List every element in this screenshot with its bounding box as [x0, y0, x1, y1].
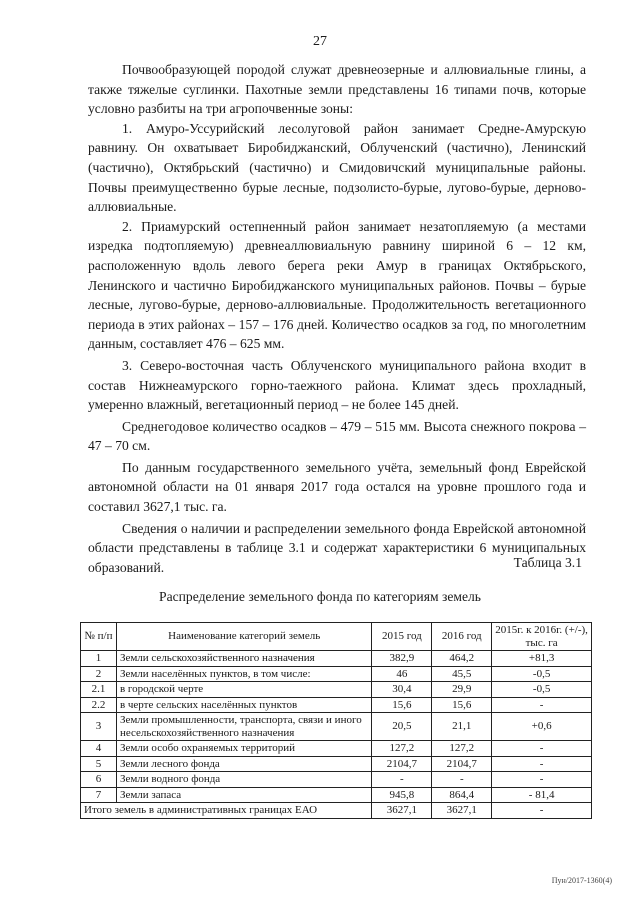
- row-category: Земли особо охраняемых территорий: [116, 741, 371, 757]
- row-2015-value: 46: [372, 666, 432, 682]
- table-row: [81, 713, 592, 741]
- total-label: Итого земель в административных границах ЕАО: [81, 803, 372, 819]
- table-row: [81, 697, 592, 713]
- total-2015-value: 3627,1: [372, 803, 432, 819]
- table-total-row: [81, 803, 592, 819]
- row-2016-value: 15,6: [432, 697, 492, 713]
- row-2015-value: 382,9: [372, 651, 432, 667]
- row-2015-value: 30,4: [372, 682, 432, 698]
- row-2016-value: 21,1: [432, 713, 492, 741]
- page-number: 27: [313, 34, 327, 49]
- row-difference: -0,5: [492, 682, 592, 698]
- table-row: [81, 741, 592, 757]
- table-caption: Таблица 3.1: [513, 555, 582, 570]
- header-2016: 2016 год: [432, 623, 492, 651]
- row-difference: - 81,4: [492, 787, 592, 803]
- row-2015-value: 20,5: [372, 713, 432, 741]
- table-row: [81, 756, 592, 772]
- row-difference: +81,3: [492, 651, 592, 667]
- row-number: 3: [81, 713, 117, 741]
- row-category: Земли запаса: [116, 787, 371, 803]
- table-row: [81, 787, 592, 803]
- row-2016-value: 2104,7: [432, 756, 492, 772]
- table-header-row: [81, 623, 592, 651]
- row-number: 5: [81, 756, 117, 772]
- row-2016-value: 864,4: [432, 787, 492, 803]
- table-title: Распределение земельного фонда по категориям земель: [159, 589, 481, 604]
- row-number: 1: [81, 651, 117, 667]
- row-2015-value: 945,8: [372, 787, 432, 803]
- row-difference: -: [492, 697, 592, 713]
- row-number: 6: [81, 772, 117, 788]
- land-fund-table: [80, 622, 592, 819]
- body-text: [88, 60, 586, 577]
- row-category: Земли промышленности, транспорта, связи и иного несельскохозяйственного назначения: [116, 713, 371, 741]
- row-difference: -0,5: [492, 666, 592, 682]
- row-2016-value: 45,5: [432, 666, 492, 682]
- row-2015-value: 127,2: [372, 741, 432, 757]
- header-difference: 2015г. к 2016г. (+/-), тыс. га: [492, 623, 592, 651]
- table-row: [81, 666, 592, 682]
- row-2016-value: 127,2: [432, 741, 492, 757]
- total-difference: -: [492, 803, 592, 819]
- row-category: в городской черте: [116, 682, 371, 698]
- header-2015: 2015 год: [372, 623, 432, 651]
- row-category: Земли лесного фонда: [116, 756, 371, 772]
- paragraph-zone-1: 1. Амуро-Уссурийский лесолуговой район занимает Средне-Амурскую равнину. Он охватывает Биробиджанский, Облученский (частично), Ленинский (частично), Октябрьский (частично) и Смидовичский муниципальные районы. Почвы преимущественно бурые лесные, подзолисто-бурые, лугово-бурые, дерново-аллювиальные.: [88, 120, 586, 215]
- row-category: Земли населённых пунктов, в том числе:: [116, 666, 371, 682]
- row-2015-value: 2104,7: [372, 756, 432, 772]
- row-2016-value: 29,9: [432, 682, 492, 698]
- paragraph-precipitation: Среднегодовое количество осадков – 479 – 515 мм. Высота снежного покрова – 47 – 70 см.: [88, 418, 586, 454]
- table-row: [81, 651, 592, 667]
- footer-document-code: Пун/2017-1360(4): [551, 876, 612, 885]
- row-difference: +0,6: [492, 713, 592, 741]
- paragraph-soil-forming: Почвообразующей породой служат древнеозерные и аллювиальные глины, а также тяжелые суглинки. Пахотные земли представлены 16 типами почв, которые условно разбиты на три агропочвенные зоны:: [88, 62, 586, 117]
- row-category: Земли сельскохозяйственного назначения: [116, 651, 371, 667]
- header-number: № п/п: [81, 623, 117, 651]
- row-number: 2.2: [81, 697, 117, 713]
- paragraph-zone-3: 3. Северо-восточная часть Облученского муниципального района входит в состав Нижнеамурского горно-таежного района. Климат здесь прохладный, умеренно влажный, вегетационный период – не более 145 дней.: [88, 357, 586, 413]
- row-category: в черте сельских населённых пунктов: [116, 697, 371, 713]
- table-row: [81, 772, 592, 788]
- row-number: 4: [81, 741, 117, 757]
- paragraph-land-fund: По данным государственного земельного учёта, земельный фонд Еврейской автономной области на 01 января 2017 года остался на уровне прошлого года и составил 3627,1 тыс. га.: [88, 459, 586, 515]
- row-difference: -: [492, 772, 592, 788]
- header-category: Наименование категорий земель: [116, 623, 371, 651]
- row-number: 2: [81, 666, 117, 682]
- row-difference: -: [492, 756, 592, 772]
- paragraph-zone-2: 2. Приамурский остепненный район занимает незатопляемую (а местами изредка подтопляемую) древнеаллювиальную равнину шириной 6 – 12 км, расположенную вдоль левого берега реки Амур в границах Октябрьского, Ленинского и частично Биробиджанского муниципальных районов. Почвы – бурые лесные, лугово-бурые, дерново-аллювиальные. Продолжительность вегетационного периода в этих районах – 157 – 176 дней. Количество осадков за год, по многолетним данным, составляет 476 – 625 мм.: [88, 218, 586, 352]
- row-2016-value: -: [432, 772, 492, 788]
- row-number: 2.1: [81, 682, 117, 698]
- paragraph-table-reference: Сведения о наличии и распределении земельного фонда Еврейской автономной области представлены в таблице 3.1 и содержат характеристики 6 муниципальных образований.: [88, 520, 586, 575]
- row-category: Земли водного фонда: [116, 772, 371, 788]
- row-2015-value: 15,6: [372, 697, 432, 713]
- row-2015-value: -: [372, 772, 432, 788]
- row-2016-value: 464,2: [432, 651, 492, 667]
- table-row: [81, 682, 592, 698]
- total-2016-value: 3627,1: [432, 803, 492, 819]
- row-number: 7: [81, 787, 117, 803]
- row-difference: -: [492, 741, 592, 757]
